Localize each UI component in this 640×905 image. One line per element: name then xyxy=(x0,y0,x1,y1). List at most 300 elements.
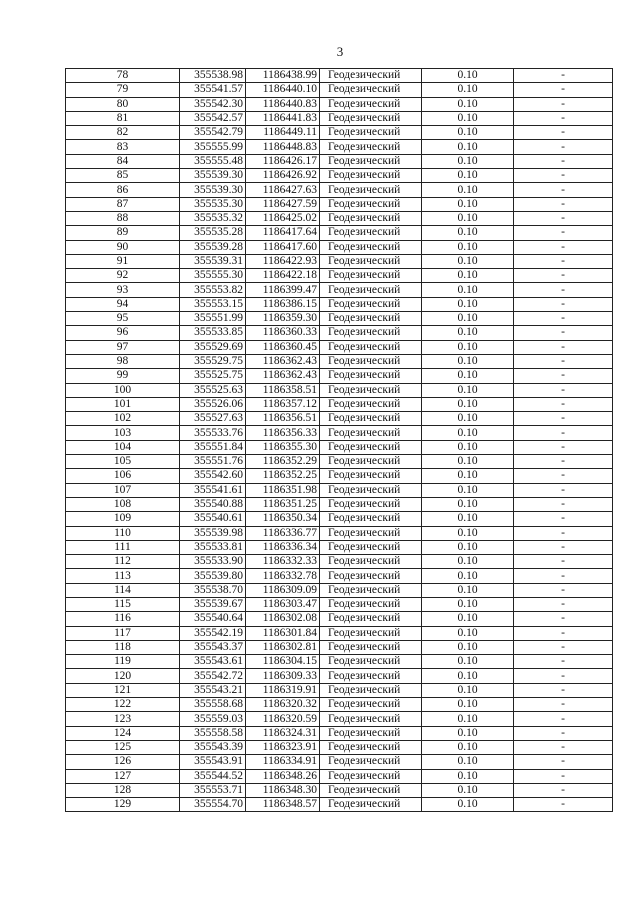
description-cell: - xyxy=(514,169,613,183)
point-number-cell: 124 xyxy=(66,726,180,740)
x-coordinate-cell: 355558.68 xyxy=(180,698,246,712)
y-coordinate-cell: 1186302.08 xyxy=(246,612,320,626)
description-cell: - xyxy=(514,669,613,683)
point-number-cell: 120 xyxy=(66,669,180,683)
table-row xyxy=(66,83,613,97)
accuracy-cell: 0.10 xyxy=(422,254,514,268)
table-row xyxy=(66,412,613,426)
table-row xyxy=(66,755,613,769)
accuracy-cell: 0.10 xyxy=(422,712,514,726)
description-cell: - xyxy=(514,740,613,754)
method-cell: Геодезический xyxy=(320,655,422,669)
y-coordinate-cell: 1186304.15 xyxy=(246,655,320,669)
y-coordinate-cell: 1186320.32 xyxy=(246,698,320,712)
accuracy-cell: 0.10 xyxy=(422,169,514,183)
table-row xyxy=(66,269,613,283)
description-cell: - xyxy=(514,426,613,440)
point-number-cell: 96 xyxy=(66,326,180,340)
accuracy-cell: 0.10 xyxy=(422,569,514,583)
point-number-cell: 121 xyxy=(66,683,180,697)
description-cell: - xyxy=(514,755,613,769)
method-cell: Геодезический xyxy=(320,340,422,354)
y-coordinate-cell: 1186332.78 xyxy=(246,569,320,583)
point-number-cell: 128 xyxy=(66,783,180,797)
x-coordinate-cell: 355543.61 xyxy=(180,655,246,669)
x-coordinate-cell: 355555.30 xyxy=(180,269,246,283)
method-cell: Геодезический xyxy=(320,555,422,569)
point-number-cell: 106 xyxy=(66,469,180,483)
method-cell: Геодезический xyxy=(320,626,422,640)
accuracy-cell: 0.10 xyxy=(422,669,514,683)
y-coordinate-cell: 1186427.59 xyxy=(246,197,320,211)
x-coordinate-cell: 355539.31 xyxy=(180,254,246,268)
accuracy-cell: 0.10 xyxy=(422,740,514,754)
table-row xyxy=(66,297,613,311)
accuracy-cell: 0.10 xyxy=(422,455,514,469)
point-number-cell: 110 xyxy=(66,526,180,540)
description-cell: - xyxy=(514,455,613,469)
x-coordinate-cell: 355543.39 xyxy=(180,740,246,754)
y-coordinate-cell: 1186356.33 xyxy=(246,426,320,440)
method-cell: Геодезический xyxy=(320,740,422,754)
table-row xyxy=(66,397,613,411)
description-cell: - xyxy=(514,354,613,368)
description-cell: - xyxy=(514,469,613,483)
table-row xyxy=(66,369,613,383)
point-number-cell: 118 xyxy=(66,640,180,654)
description-cell: - xyxy=(514,211,613,225)
method-cell: Геодезический xyxy=(320,140,422,154)
accuracy-cell: 0.10 xyxy=(422,783,514,797)
accuracy-cell: 0.10 xyxy=(422,111,514,125)
point-number-cell: 122 xyxy=(66,698,180,712)
method-cell: Геодезический xyxy=(320,569,422,583)
table-row xyxy=(66,526,613,540)
point-number-cell: 81 xyxy=(66,111,180,125)
point-number-cell: 88 xyxy=(66,211,180,225)
x-coordinate-cell: 355554.70 xyxy=(180,798,246,812)
point-number-cell: 117 xyxy=(66,626,180,640)
description-cell: - xyxy=(514,69,613,83)
point-number-cell: 84 xyxy=(66,154,180,168)
y-coordinate-cell: 1186319.91 xyxy=(246,683,320,697)
table-row xyxy=(66,111,613,125)
table-row xyxy=(66,626,613,640)
description-cell: - xyxy=(514,683,613,697)
table-row xyxy=(66,126,613,140)
method-cell: Геодезический xyxy=(320,783,422,797)
accuracy-cell: 0.10 xyxy=(422,597,514,611)
y-coordinate-cell: 1186360.33 xyxy=(246,326,320,340)
point-number-cell: 93 xyxy=(66,283,180,297)
y-coordinate-cell: 1186359.30 xyxy=(246,312,320,326)
x-coordinate-cell: 355527.63 xyxy=(180,412,246,426)
accuracy-cell: 0.10 xyxy=(422,83,514,97)
table-row xyxy=(66,469,613,483)
description-cell: - xyxy=(514,154,613,168)
point-number-cell: 94 xyxy=(66,297,180,311)
table-row xyxy=(66,426,613,440)
description-cell: - xyxy=(514,183,613,197)
method-cell: Геодезический xyxy=(320,540,422,554)
point-number-cell: 114 xyxy=(66,583,180,597)
accuracy-cell: 0.10 xyxy=(422,269,514,283)
point-number-cell: 92 xyxy=(66,269,180,283)
x-coordinate-cell: 355529.75 xyxy=(180,354,246,368)
accuracy-cell: 0.10 xyxy=(422,769,514,783)
y-coordinate-cell: 1186348.57 xyxy=(246,798,320,812)
method-cell: Геодезический xyxy=(320,83,422,97)
description-cell: - xyxy=(514,726,613,740)
description-cell: - xyxy=(514,197,613,211)
description-cell: - xyxy=(514,83,613,97)
point-number-cell: 86 xyxy=(66,183,180,197)
table-row xyxy=(66,726,613,740)
method-cell: Геодезический xyxy=(320,612,422,626)
description-cell: - xyxy=(514,111,613,125)
description-cell: - xyxy=(514,240,613,254)
table-row xyxy=(66,612,613,626)
y-coordinate-cell: 1186386.15 xyxy=(246,297,320,311)
table-row xyxy=(66,69,613,83)
accuracy-cell: 0.10 xyxy=(422,483,514,497)
accuracy-cell: 0.10 xyxy=(422,226,514,240)
method-cell: Геодезический xyxy=(320,269,422,283)
coordinates-table-body xyxy=(66,69,613,812)
table-row xyxy=(66,497,613,511)
x-coordinate-cell: 355558.58 xyxy=(180,726,246,740)
point-number-cell: 89 xyxy=(66,226,180,240)
table-row xyxy=(66,383,613,397)
table-row xyxy=(66,140,613,154)
y-coordinate-cell: 1186441.83 xyxy=(246,111,320,125)
description-cell: - xyxy=(514,440,613,454)
method-cell: Геодезический xyxy=(320,497,422,511)
description-cell: - xyxy=(514,369,613,383)
y-coordinate-cell: 1186438.99 xyxy=(246,69,320,83)
description-cell: - xyxy=(514,497,613,511)
method-cell: Геодезический xyxy=(320,397,422,411)
table-row xyxy=(66,769,613,783)
accuracy-cell: 0.10 xyxy=(422,440,514,454)
y-coordinate-cell: 1186427.63 xyxy=(246,183,320,197)
accuracy-cell: 0.10 xyxy=(422,469,514,483)
method-cell: Геодезический xyxy=(320,769,422,783)
method-cell: Геодезический xyxy=(320,312,422,326)
x-coordinate-cell: 355525.75 xyxy=(180,369,246,383)
method-cell: Геодезический xyxy=(320,97,422,111)
method-cell: Геодезический xyxy=(320,297,422,311)
y-coordinate-cell: 1186362.43 xyxy=(246,369,320,383)
x-coordinate-cell: 355541.61 xyxy=(180,483,246,497)
method-cell: Геодезический xyxy=(320,183,422,197)
description-cell: - xyxy=(514,126,613,140)
table-row xyxy=(66,640,613,654)
x-coordinate-cell: 355533.85 xyxy=(180,326,246,340)
method-cell: Геодезический xyxy=(320,512,422,526)
y-coordinate-cell: 1186332.33 xyxy=(246,555,320,569)
x-coordinate-cell: 355538.70 xyxy=(180,583,246,597)
method-cell: Геодезический xyxy=(320,597,422,611)
table-row xyxy=(66,169,613,183)
x-coordinate-cell: 355542.30 xyxy=(180,97,246,111)
point-number-cell: 100 xyxy=(66,383,180,397)
accuracy-cell: 0.10 xyxy=(422,755,514,769)
description-cell: - xyxy=(514,97,613,111)
description-cell: - xyxy=(514,640,613,654)
point-number-cell: 116 xyxy=(66,612,180,626)
point-number-cell: 87 xyxy=(66,197,180,211)
y-coordinate-cell: 1186351.98 xyxy=(246,483,320,497)
accuracy-cell: 0.10 xyxy=(422,583,514,597)
accuracy-cell: 0.10 xyxy=(422,97,514,111)
description-cell: - xyxy=(514,540,613,554)
accuracy-cell: 0.10 xyxy=(422,426,514,440)
point-number-cell: 80 xyxy=(66,97,180,111)
description-cell: - xyxy=(514,698,613,712)
accuracy-cell: 0.10 xyxy=(422,540,514,554)
y-coordinate-cell: 1186449.11 xyxy=(246,126,320,140)
accuracy-cell: 0.10 xyxy=(422,612,514,626)
x-coordinate-cell: 355535.32 xyxy=(180,211,246,225)
accuracy-cell: 0.10 xyxy=(422,626,514,640)
table-row xyxy=(66,569,613,583)
x-coordinate-cell: 355542.79 xyxy=(180,126,246,140)
accuracy-cell: 0.10 xyxy=(422,798,514,812)
method-cell: Геодезический xyxy=(320,755,422,769)
x-coordinate-cell: 355529.69 xyxy=(180,340,246,354)
y-coordinate-cell: 1186352.25 xyxy=(246,469,320,483)
point-number-cell: 129 xyxy=(66,798,180,812)
method-cell: Геодезический xyxy=(320,683,422,697)
table-row xyxy=(66,211,613,225)
x-coordinate-cell: 355559.03 xyxy=(180,712,246,726)
accuracy-cell: 0.10 xyxy=(422,326,514,340)
accuracy-cell: 0.10 xyxy=(422,555,514,569)
accuracy-cell: 0.10 xyxy=(422,340,514,354)
x-coordinate-cell: 355543.21 xyxy=(180,683,246,697)
x-coordinate-cell: 355533.81 xyxy=(180,540,246,554)
method-cell: Геодезический xyxy=(320,69,422,83)
table-row xyxy=(66,740,613,754)
description-cell: - xyxy=(514,297,613,311)
x-coordinate-cell: 355553.71 xyxy=(180,783,246,797)
table-row xyxy=(66,583,613,597)
accuracy-cell: 0.10 xyxy=(422,312,514,326)
table-row xyxy=(66,440,613,454)
accuracy-cell: 0.10 xyxy=(422,369,514,383)
method-cell: Геодезический xyxy=(320,640,422,654)
table-row xyxy=(66,712,613,726)
description-cell: - xyxy=(514,340,613,354)
method-cell: Геодезический xyxy=(320,726,422,740)
description-cell: - xyxy=(514,326,613,340)
x-coordinate-cell: 355533.76 xyxy=(180,426,246,440)
method-cell: Геодезический xyxy=(320,455,422,469)
method-cell: Геодезический xyxy=(320,197,422,211)
y-coordinate-cell: 1186336.77 xyxy=(246,526,320,540)
point-number-cell: 91 xyxy=(66,254,180,268)
description-cell: - xyxy=(514,512,613,526)
x-coordinate-cell: 355535.28 xyxy=(180,226,246,240)
accuracy-cell: 0.10 xyxy=(422,211,514,225)
accuracy-cell: 0.10 xyxy=(422,412,514,426)
description-cell: - xyxy=(514,269,613,283)
table-row xyxy=(66,283,613,297)
y-coordinate-cell: 1186355.30 xyxy=(246,440,320,454)
y-coordinate-cell: 1186336.34 xyxy=(246,540,320,554)
y-coordinate-cell: 1186422.18 xyxy=(246,269,320,283)
table-row xyxy=(66,97,613,111)
accuracy-cell: 0.10 xyxy=(422,726,514,740)
table-row xyxy=(66,798,613,812)
description-cell: - xyxy=(514,769,613,783)
y-coordinate-cell: 1186358.51 xyxy=(246,383,320,397)
y-coordinate-cell: 1186426.17 xyxy=(246,154,320,168)
point-number-cell: 108 xyxy=(66,497,180,511)
method-cell: Геодезический xyxy=(320,126,422,140)
table-row xyxy=(66,354,613,368)
y-coordinate-cell: 1186324.31 xyxy=(246,726,320,740)
description-cell: - xyxy=(514,583,613,597)
y-coordinate-cell: 1186348.26 xyxy=(246,769,320,783)
y-coordinate-cell: 1186348.30 xyxy=(246,783,320,797)
description-cell: - xyxy=(514,226,613,240)
point-number-cell: 78 xyxy=(66,69,180,83)
table-row xyxy=(66,312,613,326)
accuracy-cell: 0.10 xyxy=(422,655,514,669)
accuracy-cell: 0.10 xyxy=(422,240,514,254)
accuracy-cell: 0.10 xyxy=(422,197,514,211)
table-row xyxy=(66,698,613,712)
point-number-cell: 99 xyxy=(66,369,180,383)
description-cell: - xyxy=(514,140,613,154)
x-coordinate-cell: 355551.84 xyxy=(180,440,246,454)
table-row xyxy=(66,254,613,268)
accuracy-cell: 0.10 xyxy=(422,698,514,712)
accuracy-cell: 0.10 xyxy=(422,126,514,140)
accuracy-cell: 0.10 xyxy=(422,640,514,654)
method-cell: Геодезический xyxy=(320,698,422,712)
x-coordinate-cell: 355544.52 xyxy=(180,769,246,783)
table-row xyxy=(66,540,613,554)
x-coordinate-cell: 355540.61 xyxy=(180,512,246,526)
table-row xyxy=(66,512,613,526)
accuracy-cell: 0.10 xyxy=(422,512,514,526)
method-cell: Геодезический xyxy=(320,154,422,168)
x-coordinate-cell: 355551.76 xyxy=(180,455,246,469)
description-cell: - xyxy=(514,412,613,426)
point-number-cell: 119 xyxy=(66,655,180,669)
y-coordinate-cell: 1186440.10 xyxy=(246,83,320,97)
point-number-cell: 98 xyxy=(66,354,180,368)
point-number-cell: 90 xyxy=(66,240,180,254)
method-cell: Геодезический xyxy=(320,211,422,225)
point-number-cell: 105 xyxy=(66,455,180,469)
method-cell: Геодезический xyxy=(320,111,422,125)
method-cell: Геодезический xyxy=(320,426,422,440)
x-coordinate-cell: 355542.57 xyxy=(180,111,246,125)
y-coordinate-cell: 1186425.02 xyxy=(246,211,320,225)
y-coordinate-cell: 1186357.12 xyxy=(246,397,320,411)
point-number-cell: 97 xyxy=(66,340,180,354)
x-coordinate-cell: 355553.15 xyxy=(180,297,246,311)
method-cell: Геодезический xyxy=(320,283,422,297)
description-cell: - xyxy=(514,483,613,497)
description-cell: - xyxy=(514,612,613,626)
point-number-cell: 95 xyxy=(66,312,180,326)
y-coordinate-cell: 1186356.51 xyxy=(246,412,320,426)
accuracy-cell: 0.10 xyxy=(422,297,514,311)
table-row xyxy=(66,783,613,797)
accuracy-cell: 0.10 xyxy=(422,140,514,154)
y-coordinate-cell: 1186303.47 xyxy=(246,597,320,611)
y-coordinate-cell: 1186426.92 xyxy=(246,169,320,183)
x-coordinate-cell: 355543.37 xyxy=(180,640,246,654)
point-number-cell: 79 xyxy=(66,83,180,97)
method-cell: Геодезический xyxy=(320,383,422,397)
table-row xyxy=(66,655,613,669)
point-number-cell: 125 xyxy=(66,740,180,754)
description-cell: - xyxy=(514,555,613,569)
description-cell: - xyxy=(514,526,613,540)
table-row xyxy=(66,226,613,240)
table-row xyxy=(66,240,613,254)
point-number-cell: 126 xyxy=(66,755,180,769)
x-coordinate-cell: 355542.19 xyxy=(180,626,246,640)
method-cell: Геодезический xyxy=(320,254,422,268)
point-number-cell: 107 xyxy=(66,483,180,497)
description-cell: - xyxy=(514,569,613,583)
x-coordinate-cell: 355551.99 xyxy=(180,312,246,326)
point-number-cell: 85 xyxy=(66,169,180,183)
y-coordinate-cell: 1186309.09 xyxy=(246,583,320,597)
y-coordinate-cell: 1186360.45 xyxy=(246,340,320,354)
table-row xyxy=(66,555,613,569)
description-cell: - xyxy=(514,397,613,411)
x-coordinate-cell: 355539.80 xyxy=(180,569,246,583)
point-number-cell: 102 xyxy=(66,412,180,426)
table-row xyxy=(66,669,613,683)
method-cell: Геодезический xyxy=(320,526,422,540)
method-cell: Геодезический xyxy=(320,169,422,183)
method-cell: Геодезический xyxy=(320,226,422,240)
method-cell: Геодезический xyxy=(320,483,422,497)
x-coordinate-cell: 355555.99 xyxy=(180,140,246,154)
point-number-cell: 115 xyxy=(66,597,180,611)
y-coordinate-cell: 1186422.93 xyxy=(246,254,320,268)
table-row xyxy=(66,154,613,168)
y-coordinate-cell: 1186362.43 xyxy=(246,354,320,368)
method-cell: Геодезический xyxy=(320,440,422,454)
x-coordinate-cell: 355533.90 xyxy=(180,555,246,569)
x-coordinate-cell: 355542.72 xyxy=(180,669,246,683)
point-number-cell: 109 xyxy=(66,512,180,526)
x-coordinate-cell: 355539.28 xyxy=(180,240,246,254)
x-coordinate-cell: 355538.98 xyxy=(180,69,246,83)
method-cell: Геодезический xyxy=(320,354,422,368)
x-coordinate-cell: 355543.91 xyxy=(180,755,246,769)
y-coordinate-cell: 1186301.84 xyxy=(246,626,320,640)
x-coordinate-cell: 355539.98 xyxy=(180,526,246,540)
accuracy-cell: 0.10 xyxy=(422,383,514,397)
y-coordinate-cell: 1186302.81 xyxy=(246,640,320,654)
method-cell: Геодезический xyxy=(320,583,422,597)
y-coordinate-cell: 1186440.83 xyxy=(246,97,320,111)
y-coordinate-cell: 1186323.91 xyxy=(246,740,320,754)
x-coordinate-cell: 355525.63 xyxy=(180,383,246,397)
point-number-cell: 104 xyxy=(66,440,180,454)
